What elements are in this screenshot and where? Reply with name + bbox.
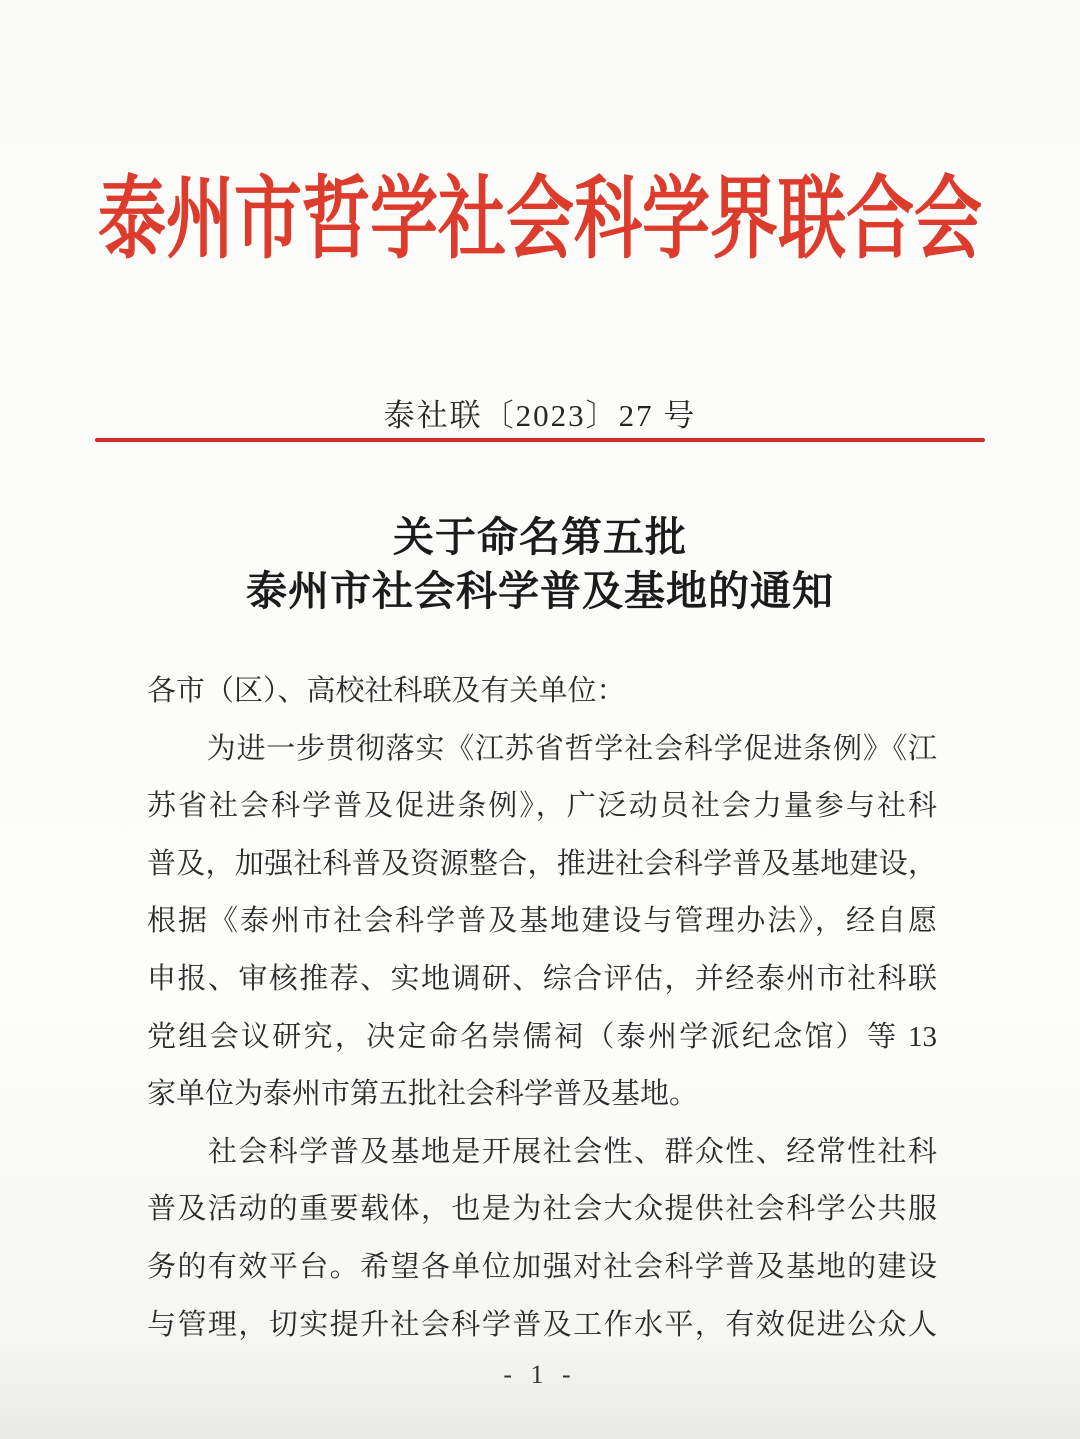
body-line: 根据《泰州市社会科学普及基地建设与管理办法》，经自愿 (147, 905, 937, 938)
notice-body (147, 663, 937, 1354)
body-line: 普及活动的重要载体，也是为社会大众提供社会科学公共服 (147, 1193, 937, 1226)
body-line: 与管理，切实提升社会科学普及工作水平，有效促进公众人 (147, 1308, 937, 1341)
body-line: 党组会议研究，决定命名崇儒祠（泰州学派纪念馆）等 13 (147, 1020, 937, 1053)
document-reference-number: 泰社联〔2023〕27 号 (383, 398, 697, 433)
body-line: 申报、审核推荐、实地调研、综合评估，并经泰州市社科联 (147, 962, 937, 995)
notice-title-line1: 关于命名第五批 (393, 514, 687, 560)
body-line: 家单位为泰州市第五批社会科学普及基地。 (147, 1078, 699, 1111)
body-line: 普及，加强社科普及资源整合，推进社会科学普及基地建设， (147, 847, 937, 880)
body-line: 社会科学普及基地是开展社会性、群众性、经常性社科 (147, 1135, 937, 1168)
body-line: 苏省社会科学普及促进条例》，广泛动员社会力量参与社科 (147, 790, 937, 823)
notice-title-line2: 泰州市社会科学普及基地的通知 (246, 568, 834, 614)
body-line: 务的有效平台。希望各单位加强对社会科学普及基地的建设 (147, 1250, 937, 1283)
body-line: 为进一步贯彻落实《江苏省哲学社会科学促进条例》《江 (147, 732, 937, 765)
letterhead-divider-rule (95, 438, 985, 442)
body-line: 各市（区）、高校社科联及有关单位： (147, 675, 626, 707)
page-number: - 1 - (503, 1360, 577, 1389)
letterhead-issuer-title: 泰州市哲学社会科学界联合会 (97, 168, 982, 270)
